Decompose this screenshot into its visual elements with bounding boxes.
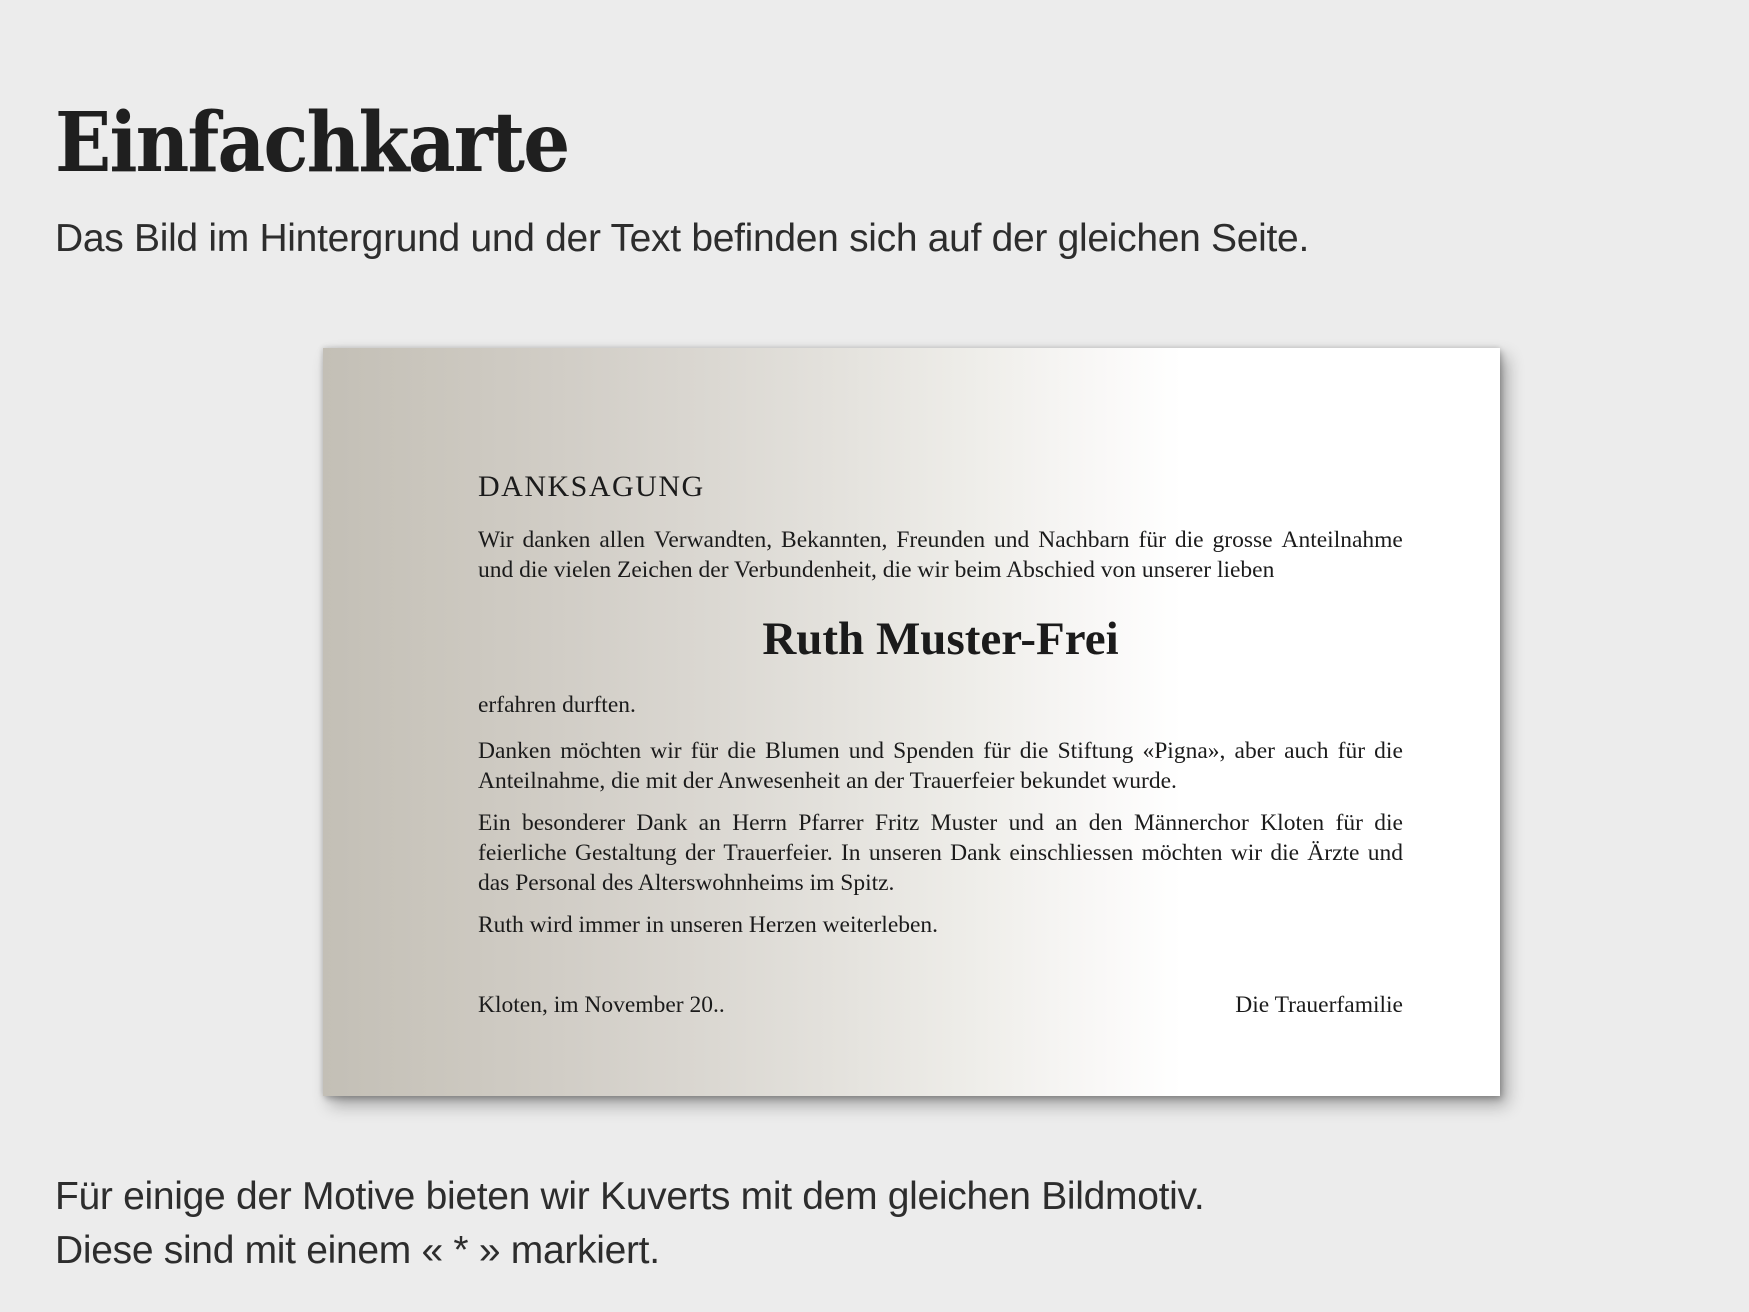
deceased-name: Ruth Muster-Frei [762, 613, 1119, 665]
card-after-name-line: erfahren durften. [478, 692, 636, 718]
card-heading: DANKSAGUNG [478, 470, 705, 503]
memorial-card [323, 348, 1500, 1096]
page-title: Einfachkarte [55, 94, 569, 191]
card-closing-line: Ruth wird immer in unseren Herzen weiterleben. [478, 912, 939, 938]
page-footer-line-2: Diese sind mit einem « * » markiert. [55, 1229, 660, 1272]
card-signature: Die Trauerfamilie [1235, 992, 1403, 1018]
page-footer-line-1: Für einige der Motive bieten wir Kuverts mit dem gleichen Bildmotiv. [55, 1175, 1205, 1218]
card-intro-paragraph: Wir danken allen Verwandten, Bekannten, Freunden und Nachbarn für die grosse Anteilnahme und die vielen Zeichen der Verbundenheit, die wir beim Abschied von unserer lieben [478, 527, 1403, 583]
card-footer-row [478, 990, 1403, 1020]
page-subtitle: Das Bild im Hintergrund und der Text befinden sich auf der gleichen Seite. [55, 217, 1309, 260]
page-footer-note [55, 1170, 1204, 1278]
card-donation-paragraph: Danken möchten wir für die Blumen und Spenden für die Stiftung «Pigna», aber auch für die Anteilnahme, die mit der Anwesenheit an der Trauerfeier bekundet wurde. [478, 738, 1403, 794]
card-special-thanks-paragraph: Ein besonderer Dank an Herrn Pfarrer Fritz Muster und an den Männerchor Kloten für die feierliche Gestaltung der Trauerfeier. In unseren Dank einschliessen möchten wir die Ärzte und das Personal des Alterswohnheims im Spitz. [478, 810, 1403, 896]
card-place-date: Kloten, im November 20.. [478, 992, 725, 1018]
